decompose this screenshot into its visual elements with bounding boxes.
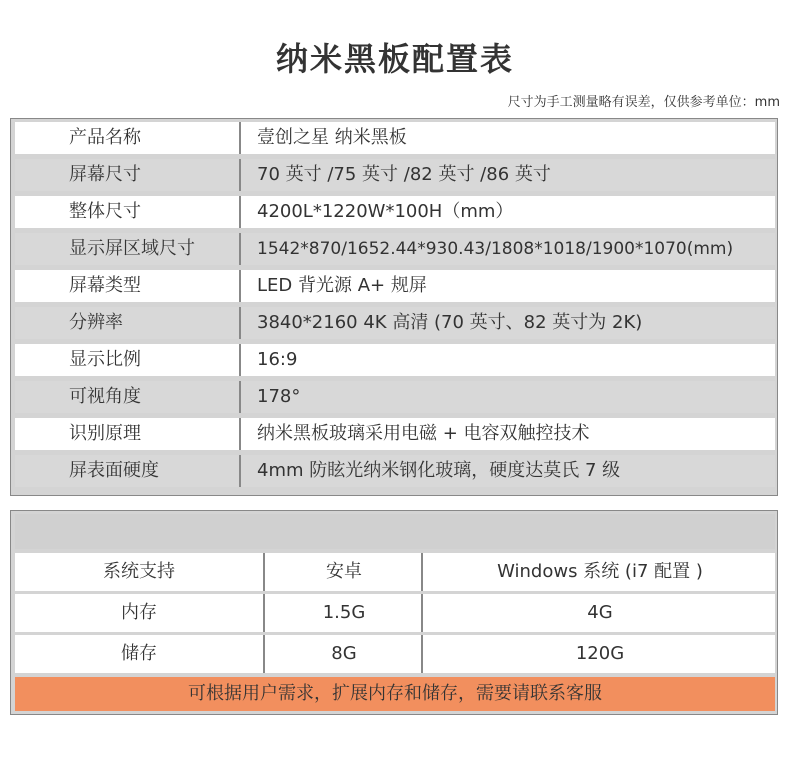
spec-value: 16:9	[257, 349, 298, 370]
table-cell: 4G	[587, 602, 613, 623]
spec-row	[15, 270, 775, 302]
spec-value: 3840*2160 4K 高清 (70 英寸、82 英寸为 2K)	[257, 312, 643, 333]
spec-value: 70 英寸 /75 英寸 /82 英寸 /86 英寸	[257, 164, 551, 185]
spec-row	[15, 455, 775, 487]
spec-label: 显示屏区域尺寸	[15, 233, 241, 265]
table-cell: 8G	[267, 635, 423, 673]
spec-value: LED 背光源 A+ 规屏	[257, 275, 427, 296]
table-row	[15, 594, 775, 632]
table-cell: 120G	[575, 643, 625, 664]
spec-value: 4mm 防眩光纳米钢化玻璃，硬度达莫氏 7 级	[257, 460, 621, 481]
spec-row	[15, 381, 775, 413]
spec-row	[15, 196, 775, 228]
spec-label: 可视角度	[15, 381, 241, 413]
table-row	[15, 635, 775, 673]
spec-value: 178°	[257, 386, 301, 407]
measurement-note: 尺寸为手工测量略有误差，仅供参考单位：mm	[507, 95, 780, 110]
table-cell: 内存	[15, 594, 265, 632]
table-cell: Windows 系统 (i7 配置 )	[497, 561, 703, 582]
page-title: 纳米黑板配置表	[275, 40, 514, 78]
spec-value: 4200L*1220W*100H（mm）	[257, 201, 514, 222]
spec-row	[15, 344, 775, 376]
table-cell: 系统支持	[15, 553, 265, 591]
spec-row	[15, 159, 775, 191]
contact-footer-banner: 可根据用户需求，扩展内存和储存，需要请联系客服	[15, 677, 775, 711]
table-cell: 安卓	[267, 553, 423, 591]
spec-label: 分辨率	[15, 307, 241, 339]
spec-row	[15, 307, 775, 339]
spec-label: 产品名称	[15, 122, 241, 154]
spec-value: 纳米黑板玻璃采用电磁 + 电容双触控技术	[257, 423, 590, 444]
spec-row	[15, 122, 775, 154]
spec-row	[15, 233, 775, 265]
table-cell: 1.5G	[267, 594, 423, 632]
spec-label: 识别原理	[15, 418, 241, 450]
spec-table	[10, 118, 778, 496]
spec-value: 壹创之星 纳米黑板	[257, 127, 407, 148]
system-table	[10, 510, 778, 715]
system-table-header-bar	[15, 514, 775, 549]
spec-value: 1542*870/1652.44*930.43/1808*1018/1900*1070(mm)	[257, 239, 734, 259]
spec-label: 整体尺寸	[15, 196, 241, 228]
spec-label: 屏幕类型	[15, 270, 241, 302]
table-row	[15, 553, 775, 591]
table-cell: 储存	[15, 635, 265, 673]
spec-label: 屏幕尺寸	[15, 159, 241, 191]
spec-row	[15, 418, 775, 450]
spec-label: 屏表面硬度	[15, 455, 241, 487]
spec-label: 显示比例	[15, 344, 241, 376]
